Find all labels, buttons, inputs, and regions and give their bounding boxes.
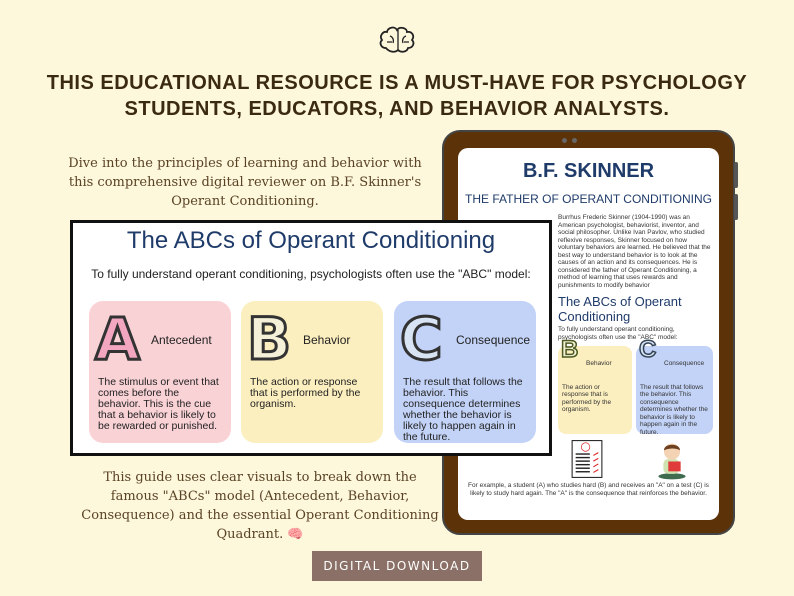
consequence-label: Consequence bbox=[456, 333, 531, 347]
antecedent-label: Antecedent bbox=[151, 333, 212, 347]
tablet-body: Burrhus Frederic Skinner (1904-1990) was an American psychologist, behaviorist, inventor, and social philosopher. Unlike Ivan Pavlov, who studied reflexive responses, Skinner focused on how voluntary behaviors are learned. He believed that the best way to understand behavior is to look at the causes of an action and its consequences. He is considered the father of Operant Conditioning, a method of learning that uses rewards and punishments to modify behavior bbox=[558, 214, 711, 289]
card-title: The ABCs of Operant Conditioning bbox=[126, 227, 496, 254]
letter-b-icon: B bbox=[247, 305, 292, 373]
headline: THIS EDUCATIONAL RESOURCE IS A MUST-HAVE FOR PSYCHOLOGY STUDENTS, EDUCATORS, AND BEHAVIOR ANALYSTS. bbox=[46, 72, 748, 120]
tablet-behavior-desc: The action or response that is performed by the organism. bbox=[562, 383, 612, 413]
consequence-box bbox=[394, 301, 536, 443]
behavior-box bbox=[241, 301, 383, 443]
brain-icon bbox=[378, 24, 418, 56]
tablet-consequence-desc: The result that follows the behavior. This consequence determines whether the behavior is likely to happen again in the future. bbox=[640, 383, 708, 436]
consequence-desc: The result that follows the behavior. This consequence determines whether the behavior is likely to happen again in the future. bbox=[403, 376, 523, 443]
tablet-example: For example, a student (A) who studies hard (B) and receives an "A" on a test (C) is likely to study hard again. The "A" is the consequence that reinforces the behavior. bbox=[468, 482, 709, 497]
camera-dot bbox=[572, 138, 577, 143]
reading-child-illustration bbox=[654, 438, 690, 480]
tablet-consequence-label: Consequence bbox=[664, 360, 705, 367]
volume-button bbox=[734, 162, 738, 188]
antecedent-box bbox=[89, 301, 231, 443]
tablet-title: B.F. SKINNER bbox=[522, 160, 655, 182]
digital-download-button[interactable]: DIGITAL DOWNLOAD bbox=[312, 551, 482, 581]
volume-button bbox=[734, 194, 738, 220]
tablet-behavior-box bbox=[558, 336, 632, 434]
tablet-section-sub: To fully understand operant conditioning, psychologists often use the "ABC" model: bbox=[558, 326, 678, 341]
letter-c-icon: C bbox=[639, 336, 657, 363]
letter-b-icon: B bbox=[561, 336, 579, 363]
behavior-label: Behavior bbox=[303, 333, 351, 347]
tablet-behavior-label: Behavior bbox=[586, 360, 612, 367]
tablet-section-title: The ABCs of Operant Conditioning bbox=[558, 294, 682, 324]
card-subtitle: To fully understand operant conditioning, psychologists often use the "ABC" model: bbox=[91, 267, 531, 281]
tablet-consequence-box bbox=[636, 336, 713, 436]
letter-c-icon: C bbox=[400, 305, 443, 373]
tablet-subtitle: THE FATHER OF OPERANT CONDITIONING bbox=[465, 192, 712, 206]
abc-card bbox=[70, 220, 552, 456]
behavior-desc: The action or response that is performed by the organism. bbox=[250, 376, 361, 410]
graded-test-icon bbox=[570, 438, 604, 480]
intro-text: Dive into the principles of learning and behavior with this comprehensive digital reviewer on B.F. Skinner's Operant Conditioning. bbox=[68, 156, 422, 209]
letter-a-icon: A bbox=[95, 305, 140, 373]
camera-dot bbox=[562, 138, 567, 143]
outro-text: This guide uses clear visuals to break down the famous "ABCs" model (Antecedent, Behavior, Consequence) and the essential Operant Conditioning Quadrant. 🧠 bbox=[81, 470, 439, 542]
antecedent-desc: The stimulus or event that comes before the behavior. This is the cue that a behavior is likely to be rewarded or punished. bbox=[98, 376, 219, 432]
